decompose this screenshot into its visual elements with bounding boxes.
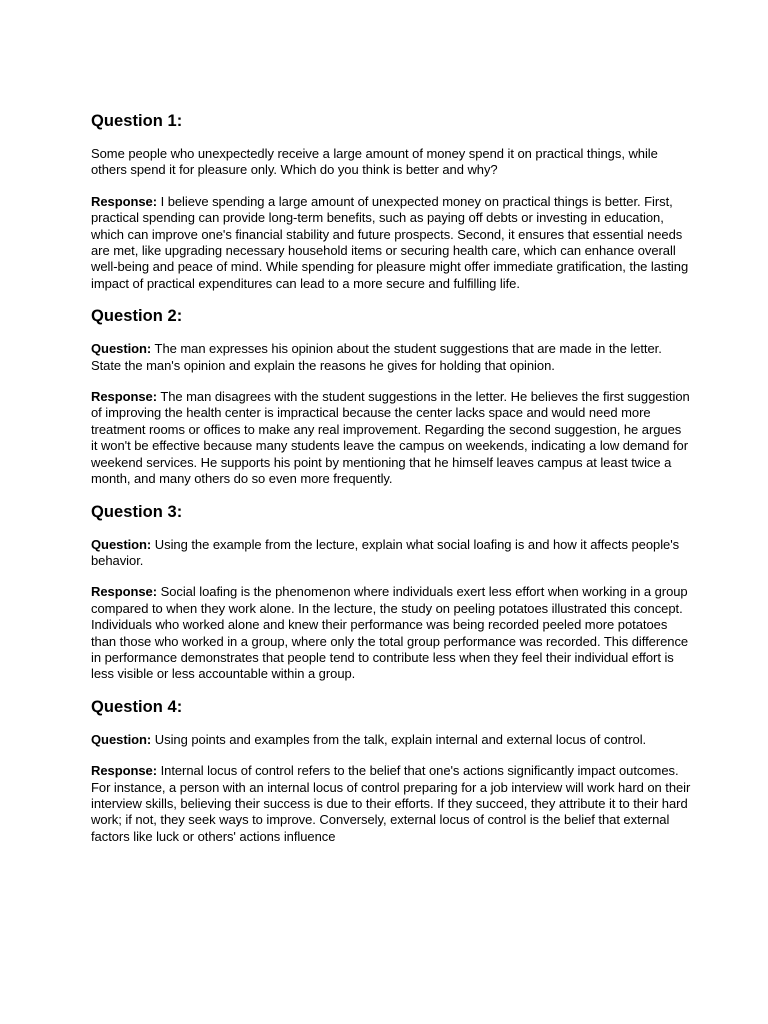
response-label: Response: [91,193,158,209]
response-label: Response: [91,763,158,779]
question-label: Question: [91,731,152,747]
response-text: The man disagrees with the student suggestions in the letter. He believes the first suggestion of improving the health center is impractical because the center lacks space and would need more treatment rooms or offices to make any real improvement. Regarding the second suggestion, he argues it won't be effective because many students leave the campus on weekends, indicating a low demand for weekend services. He supports his point by mentioning that he himself leaves campus at least twice a month, and many others do so even more frequently. [91,389,690,487]
question-text: Using points and examples from the talk, explain internal and external locus of control. [154,731,647,747]
question-1-heading: Question 1: [91,112,183,130]
question-2-prompt [91,341,691,374]
question-text: The man expresses his opinion about the student suggestions that are made in the letter. State the man's opinion and explain the reasons he gives for holding that opinion. [91,341,662,373]
question-4-heading: Question 4: [91,697,183,716]
question-1-prompt: Some people who unexpectedly receive a large amount of money spend it on practical things, while others spend it for pleasure only. Which do you think is better and why? [91,146,658,178]
question-3-response [91,584,691,682]
response-label: Response: [91,584,158,600]
question-label: Question: [91,536,152,552]
question-4-prompt [91,732,691,748]
response-text: Internal locus of control refers to the belief that one's actions significantly impact outcomes. For instance, a person with an internal locus of control preparing for a job interview will work hard on their interview skills, believing their success is due to their efforts. If they succeed, they attribute it to their hard work; if not, they seek ways to improve. Conversely, external locus of control is the belief that external factors like luck or others' actions influence [91,763,691,844]
question-2-heading: Question 2: [91,307,183,326]
question-4-response [91,763,691,845]
question-text: Using the example from the lecture, explain what social loafing is and how it affects people's behavior. [91,536,680,568]
response-text: Social loafing is the phenomenon where individuals exert less effort when working in a group compared to when they work alone. In the lecture, the study on peeling potatoes illustrated this concept. Individuals who worked alone and knew their performance was being recorded peeled more potatoes than those who worked in a group, where only the total group performance was recorded. This difference in performance demonstrates that people tend to contribute less when they feel their individual effort is less visible or less accountable within a group. [91,584,689,682]
question-1-response [91,194,691,292]
response-text: I believe spending a large amount of unexpected money on practical things is better. First, practical spending can provide long-term benefits, such as paying off debts or investing in education, which can improve one's financial stability and future prospects. Second, it ensures that essential needs are met, like upgrading necessary household items or securing health care, which can enhance overall well-being and peace of mind. While spending for pleasure might offer immediate gratification, the lasting impact of practical expenditures can lead to a more secure and fulfilling life. [91,193,689,291]
question-2-response [91,389,691,487]
question-3-prompt [91,537,691,570]
document-body [91,111,691,845]
question-3-heading: Question 3: [91,502,183,521]
question-label: Question: [91,341,152,357]
response-label: Response: [91,389,158,405]
